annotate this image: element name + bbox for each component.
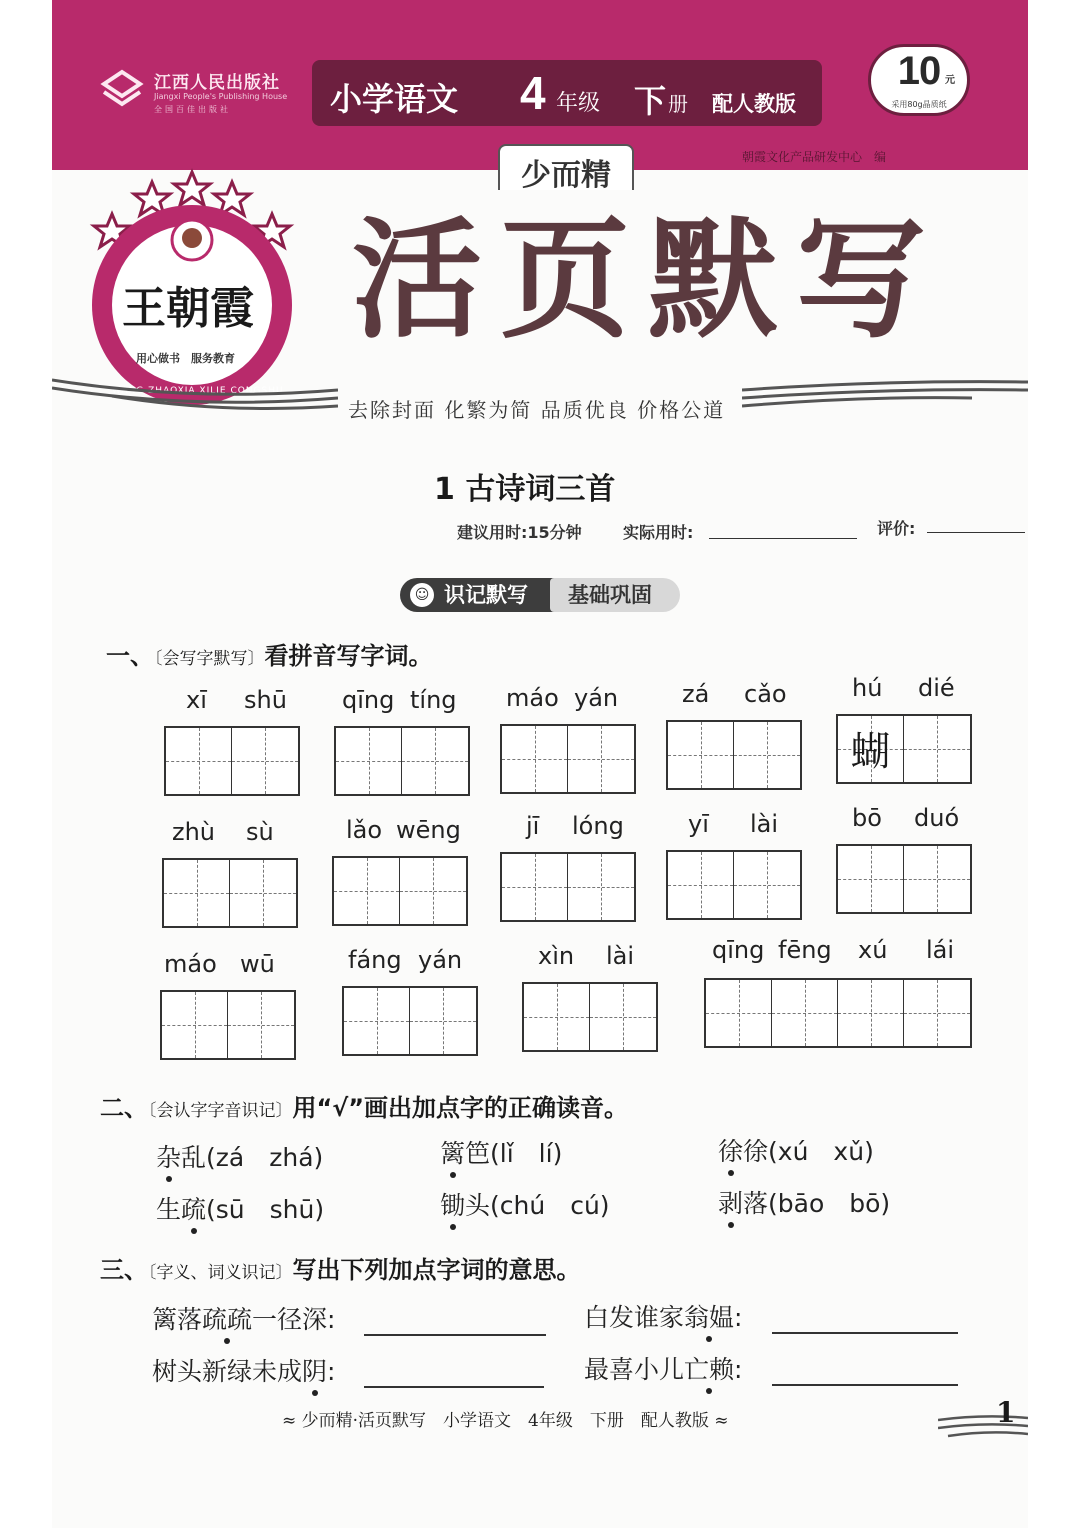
- grid-cell[interactable]: [402, 728, 468, 794]
- pinyin-syllable: máo: [164, 950, 217, 978]
- suggested-time: 建议用时:15分钟: [457, 523, 582, 542]
- dotted-character: 剥: [718, 1184, 743, 1220]
- writing-grid[interactable]: [342, 986, 478, 1056]
- word-part: :: [734, 1355, 743, 1384]
- dotted-character: 篱: [440, 1134, 465, 1170]
- pinyin-syllable: wēng: [396, 816, 461, 844]
- section-light-label: 基础巩固: [550, 578, 680, 612]
- dotted-character: 疏: [181, 1190, 206, 1226]
- book-title-bar: [312, 60, 822, 126]
- pinyin-syllable: yī: [688, 810, 709, 838]
- pinyin-syllable: qīng: [712, 936, 765, 964]
- dotted-character: 锄: [440, 1186, 465, 1222]
- pinyin-syllable: wū: [240, 950, 275, 978]
- word-part: 头: [465, 1191, 491, 1220]
- answer-line[interactable]: [364, 1386, 544, 1388]
- pinyin-syllable: zhù: [172, 818, 216, 846]
- brand-ring-text: WANG ZHAOXIA XILIE CONGSHU: [112, 386, 284, 396]
- reading-option[interactable]: [718, 1184, 890, 1220]
- pinyin-syllable: jī: [526, 812, 540, 840]
- pinyin-choices: (zá zhá): [206, 1143, 324, 1172]
- pinyin-syllable: duó: [914, 804, 960, 832]
- reading-option[interactable]: [156, 1138, 323, 1174]
- pinyin-syllable: fáng: [348, 946, 402, 974]
- meaning-item: [152, 1300, 335, 1336]
- grid-cell[interactable]: [734, 722, 800, 788]
- writing-grid[interactable]: [666, 720, 802, 790]
- time-row: [457, 520, 977, 546]
- main-title: 活页默写: [352, 203, 945, 356]
- word-part: 白发谁家: [584, 1303, 685, 1332]
- dotted-characters: 亡赖: [684, 1350, 734, 1386]
- grid-cell[interactable]: [228, 992, 294, 1058]
- pinyin-syllable: lǎo: [346, 816, 383, 844]
- price-badge: [868, 44, 970, 116]
- question-2-heading: [100, 1088, 628, 1123]
- meaning-item: [152, 1352, 335, 1388]
- grid-cell[interactable]: [904, 980, 970, 1046]
- question-2-number: 二、: [100, 1094, 148, 1122]
- handwritten-character: 蝴: [850, 729, 891, 775]
- pinyin-syllable: tíng: [410, 686, 457, 714]
- word-part: :: [327, 1357, 336, 1386]
- writing-grid[interactable]: [334, 726, 470, 796]
- grid-cell[interactable]: [230, 860, 296, 926]
- word-part: 生: [156, 1195, 182, 1224]
- question-1-number: 一、: [106, 642, 154, 670]
- grid-cell[interactable]: [706, 980, 772, 1046]
- pinyin-syllable: xìn: [538, 942, 575, 970]
- lesson-title: 1 古诗词三首: [434, 472, 616, 507]
- grid-cell[interactable]: [524, 984, 590, 1050]
- writing-grid[interactable]: [500, 852, 636, 922]
- writing-grid[interactable]: [500, 724, 636, 794]
- grid-cell[interactable]: [590, 984, 656, 1050]
- question-2-text: 用“√”画出加点字的正确读音。: [292, 1094, 629, 1122]
- meaning-item: [584, 1350, 742, 1386]
- grid-cell[interactable]: [734, 852, 800, 918]
- pinyin-choices: (lǐ lí): [490, 1139, 563, 1168]
- grid-cell[interactable]: [166, 728, 232, 794]
- grid-cell[interactable]: [400, 858, 466, 924]
- writing-grid[interactable]: [704, 978, 972, 1048]
- volume-unit: 册: [668, 92, 688, 116]
- grid-cell[interactable]: [838, 846, 904, 912]
- word-part: 树头新绿未成: [152, 1357, 303, 1386]
- pinyin-syllable: máo: [506, 684, 559, 712]
- pinyin-syllable: sù: [246, 818, 274, 846]
- word-part: 笆: [465, 1139, 491, 1168]
- wave-decoration-left: [52, 372, 338, 412]
- grade-unit: 年级: [556, 91, 601, 116]
- worksheet-page: [52, 0, 1028, 1528]
- brand-name: 王朝霞: [122, 283, 254, 334]
- dotted-character: 徐: [718, 1132, 743, 1168]
- question-1-tag: 〔会写字默写〕: [154, 649, 265, 669]
- grid-cell[interactable]: [410, 988, 476, 1054]
- word-part: :: [734, 1303, 743, 1332]
- compiler-credit: 朝霞文化产品研发中心 编: [742, 150, 887, 164]
- writing-grid[interactable]: [522, 982, 658, 1052]
- grid-cell[interactable]: [668, 722, 734, 788]
- answer-line[interactable]: [364, 1334, 546, 1336]
- pinyin-syllable: lài: [750, 810, 779, 838]
- question-3-heading: [100, 1250, 581, 1285]
- writing-grid[interactable]: [836, 714, 972, 784]
- word-part: 最喜小儿: [584, 1355, 685, 1384]
- wave-decoration-right: [742, 372, 1028, 412]
- word-part: 篱落: [152, 1305, 203, 1334]
- pinyin-choices: (bāo bō): [768, 1189, 891, 1218]
- writing-grid[interactable]: [666, 850, 802, 920]
- grid-cell[interactable]: [502, 854, 568, 920]
- pinyin-syllable: hú: [852, 674, 883, 702]
- question-2-tag: 〔会认字字音识记〕: [148, 1101, 293, 1121]
- grid-cell[interactable]: [164, 860, 230, 926]
- publisher-block: [100, 62, 290, 122]
- pinyin-syllable: yán: [418, 946, 463, 974]
- price-note: 采用80g晶质纸: [891, 100, 947, 109]
- meaning-item: [584, 1298, 742, 1334]
- grade-number: 4: [520, 67, 546, 119]
- grid-cell[interactable]: [904, 846, 970, 912]
- pinyin-syllable: dié: [918, 674, 955, 702]
- question-3-text: 写出下列加点字词的意思。: [292, 1256, 581, 1284]
- footer-text: ≈ 少而精·活页默写 小学语文 4年级 下册 配人教版 ≈: [282, 1411, 729, 1431]
- pinyin-syllable: xī: [186, 686, 207, 714]
- writing-grid[interactable]: [836, 844, 972, 914]
- section-dark-label: 识记默写: [444, 583, 528, 607]
- publisher-name-en: Jiangxi People's Publishing House: [154, 92, 288, 101]
- grid-cell[interactable]: [668, 852, 734, 918]
- answer-line[interactable]: [772, 1384, 958, 1386]
- grid-cell[interactable]: [502, 726, 568, 792]
- page-number: 1: [996, 1396, 1016, 1429]
- smile-icon: ☺: [410, 583, 434, 607]
- dotted-characters: 翁媪: [684, 1298, 734, 1334]
- writing-grid[interactable]: [160, 990, 296, 1060]
- pinyin-syllable: cǎo: [744, 680, 787, 708]
- pinyin-syllable: xú: [858, 936, 888, 964]
- reading-option[interactable]: [718, 1132, 874, 1168]
- section-badge: [400, 578, 680, 612]
- writing-grid[interactable]: [164, 726, 300, 796]
- writing-grid[interactable]: [332, 856, 468, 926]
- pinyin-syllable: lài: [606, 942, 635, 970]
- price-number: 10: [897, 49, 941, 93]
- volume-label: 下: [634, 82, 667, 120]
- word-part: 落: [743, 1189, 769, 1218]
- evaluation-label: 评价:: [877, 519, 916, 538]
- dotted-characters: 疏疏: [202, 1300, 252, 1336]
- writing-grid[interactable]: [162, 858, 298, 928]
- edition-label: 配人教版: [712, 92, 796, 116]
- publisher-subtitle: 全国百佳出版社: [154, 105, 231, 114]
- pinyin-syllable: lóng: [572, 812, 624, 840]
- grid-cell[interactable]: [838, 716, 904, 782]
- evaluation-field[interactable]: [927, 532, 1025, 533]
- word-part: 乱: [181, 1143, 207, 1172]
- actual-time-field[interactable]: [709, 538, 857, 539]
- price-unit: 元: [945, 75, 955, 86]
- question-1-heading: [106, 636, 433, 671]
- question-1-text: 看拼音写字词。: [264, 642, 433, 670]
- grid-cell[interactable]: [904, 716, 970, 782]
- pinyin-syllable: fēng: [778, 936, 832, 964]
- pinyin-syllable: bō: [852, 804, 882, 832]
- pinyin-choices: (xú xǔ): [768, 1137, 874, 1166]
- dotted-characters: 阴: [302, 1352, 327, 1388]
- question-3-number: 三、: [100, 1256, 148, 1284]
- answer-line[interactable]: [772, 1332, 958, 1334]
- word-part: 徐: [743, 1137, 769, 1166]
- grid-cell[interactable]: [568, 854, 634, 920]
- slogan: 去除封面 化繁为简 品质优良 价格公道: [348, 398, 726, 422]
- reading-option[interactable]: [440, 1186, 610, 1222]
- dotted-character: 杂: [156, 1138, 181, 1174]
- grid-cell[interactable]: [334, 858, 400, 924]
- pinyin-syllable: yán: [574, 684, 619, 712]
- publisher-logo-icon: [100, 68, 144, 112]
- pinyin-syllable: qīng: [342, 686, 395, 714]
- grid-cell[interactable]: [568, 726, 634, 792]
- pinyin-choices: (chú cú): [490, 1191, 610, 1220]
- actual-time-label: 实际用时:: [623, 523, 694, 542]
- grid-cell[interactable]: [838, 980, 904, 1046]
- reading-option[interactable]: [156, 1190, 324, 1226]
- grid-cell[interactable]: [162, 992, 228, 1058]
- reading-option[interactable]: [440, 1134, 562, 1170]
- question-3-tag: 〔字义、词义识记〕: [148, 1263, 293, 1283]
- pinyin-choices: (sū shū): [206, 1195, 325, 1224]
- grid-cell[interactable]: [772, 980, 838, 1046]
- subject-label: 小学语文: [330, 80, 459, 118]
- pinyin-syllable: zá: [682, 680, 710, 708]
- tagline-tab: 少而精: [498, 144, 634, 190]
- publisher-name: 江西人民出版社: [154, 73, 280, 93]
- brand-motto: 用心做书 服务教育: [136, 352, 235, 365]
- pinyin-syllable: shū: [244, 686, 287, 714]
- section-dark: [400, 578, 558, 612]
- grid-cell[interactable]: [232, 728, 298, 794]
- pinyin-syllable: lái: [926, 936, 955, 964]
- grid-cell[interactable]: [336, 728, 402, 794]
- grid-cell[interactable]: [344, 988, 410, 1054]
- word-part: 一径深:: [252, 1305, 336, 1334]
